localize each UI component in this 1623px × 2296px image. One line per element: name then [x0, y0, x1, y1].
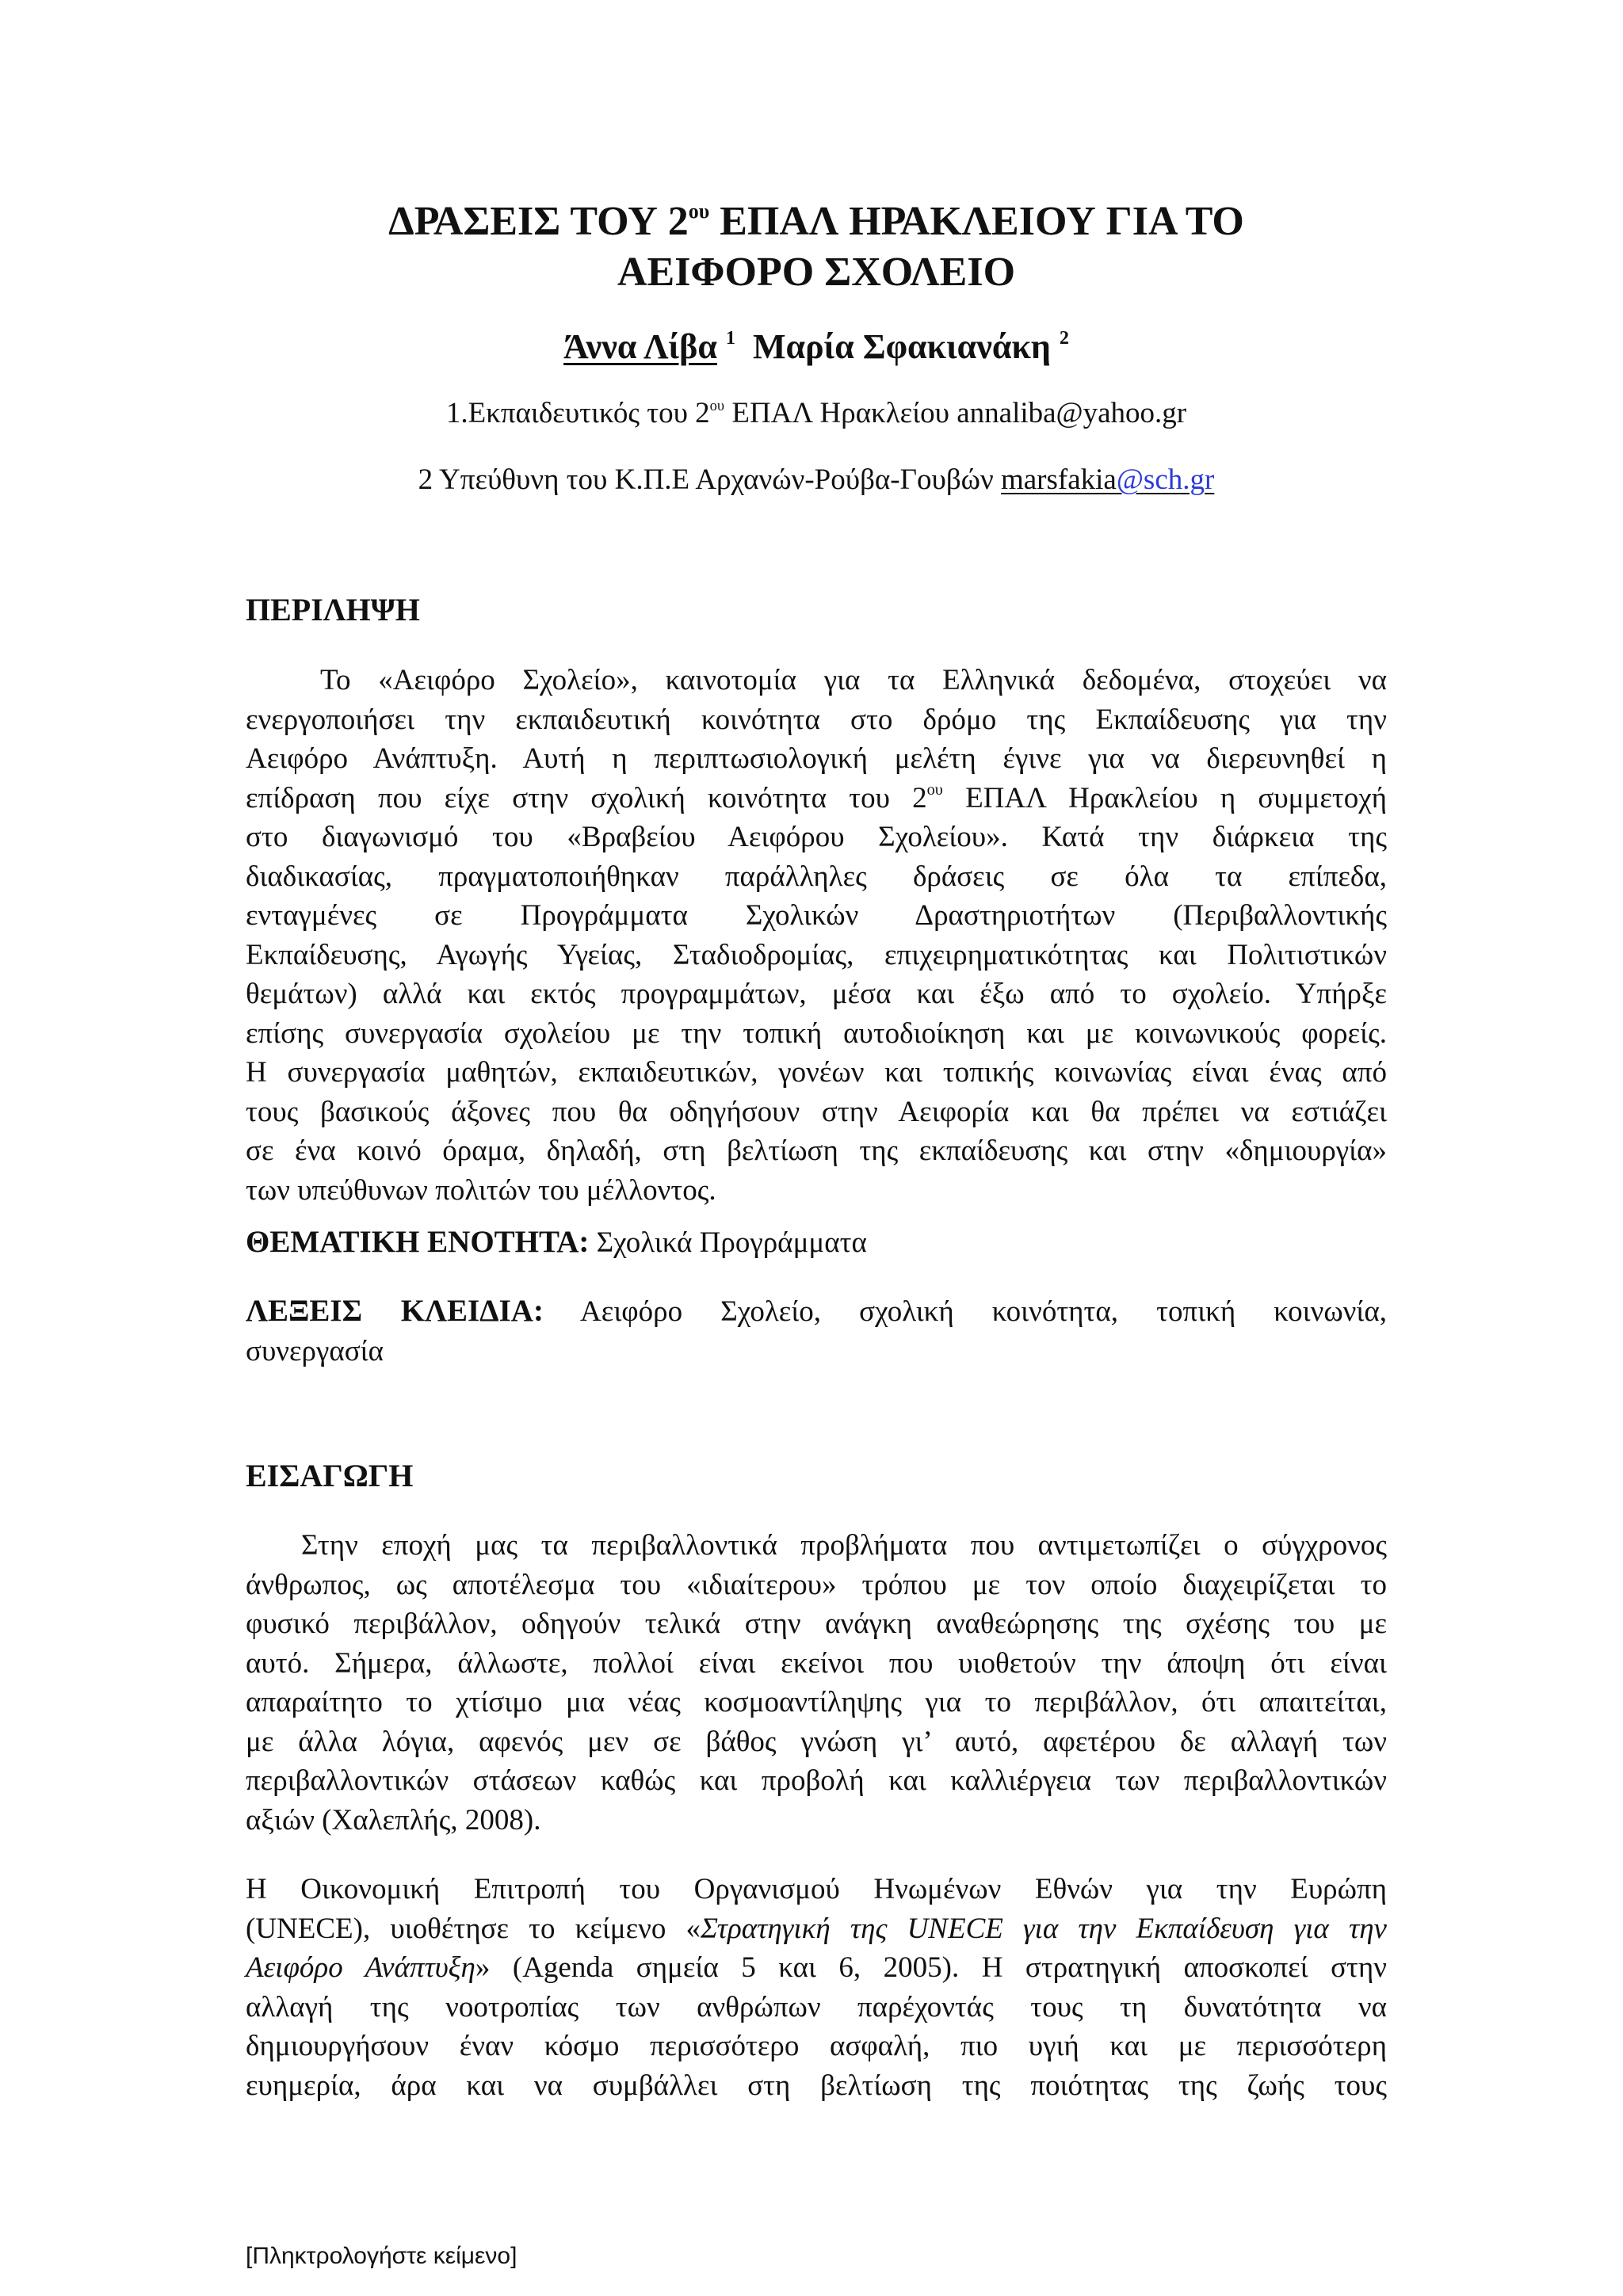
intro-line: δημιουργήσουν έναν κόσμο περισσότερο ασφαλή, πιο υγιή και με περισσότερη	[246, 2030, 1387, 2062]
author-2: Μαρία Σφακιανάκη	[753, 327, 1051, 366]
abstract-line: ενεργοποιήσει την εκπαιδευτική κοινότητα στο δρόμο της Εκπαίδευσης για την	[246, 703, 1387, 736]
abstract-line: επίσης συνεργασία σχολείου με την τοπική αυτοδιοίκηση και με κοινωνικούς φορείς.	[246, 1016, 1387, 1050]
intro-line: αυτό. Σήμερα, άλλωστε, πολλοί είναι εκείνοι που υιοθετούν την άποψη ότι είναι	[246, 1646, 1387, 1680]
intro-line: άνθρωπος, ως αποτέλεσμα του «ιδιαίτερου» τρόπου με τον οποίο διαχειρίζεται το	[246, 1568, 1387, 1601]
keywords	[246, 1291, 1387, 1371]
keywords-line: ΛΕΞΕΙΣ ΚΛΕΙΔΙΑ: Αειφόρο Σχολείο, σχολική κοινότητα, τοπική κοινωνία,	[246, 1294, 1387, 1328]
intro-line: ευημερία, άρα και να συμβάλλει στη βελτίωση της ποιότητας της ζωής τους	[246, 2069, 1387, 2102]
abstract-line: θεμάτων) αλλά και εκτός προγραμμάτων, μέσα και έξω από το σχολείο. Υπήρξε	[246, 978, 1387, 1010]
title-line-1: ΔΡΑΣΕΙΣ ΤΟΥ $2^{o\upsilon}$ ΕΠΑΛ ΗΡΑΚΛΕΙΟΥ ΓΙΑ ΤΟ	[388, 199, 1244, 244]
title-line-2: ΑΕΙΦΟΡΟ ΣΧΟΛΕΙΟ	[617, 250, 1016, 295]
thematic-value: Σχολικά Προγράμματα	[589, 1226, 867, 1259]
affiliation-1: 1.Εκπαιδευτικός του $2^{o\upsilon}$ ΕΠΑΛ Ηρακλείου annaliba@yahoo.gr	[445, 397, 1187, 429]
keywords-line: συνεργασία	[246, 1334, 384, 1367]
keywords-label: ΛΕΞΕΙΣ ΚΛΕΙΔΙΑ:	[246, 1294, 544, 1328]
intro-line: απαραίτητο το χτίσιμο μια νέας κοσμοαντίληψης για το περιβάλλον, ότι απαιτείται,	[246, 1686, 1387, 1718]
title-superscript: ου	[688, 200, 710, 223]
intro-line: φυσικό περιβάλλον, οδηγούν τελικά στην ανάγκη αναθεώρησης της σχέσης του με	[246, 1608, 1387, 1640]
author-1-affiliation-mark: 1	[725, 326, 735, 349]
paper-title	[246, 196, 1387, 298]
intro-line: αξιών (Χαλεπλής, 2008).	[246, 1803, 541, 1836]
intro-line: αλλαγή της νοοτροπίας των ανθρώπων παρέχοντάς τους τη δυνατότητα να	[246, 1990, 1387, 2023]
abstract-line: διαδικασίας, πραγματοποιήθηκαν παράλληλες δράσεις σε όλα τα επίπεδα,	[246, 860, 1387, 893]
abstract-line: τους βασικούς άξονες που θα οδηγήσουν στην Αειφορία και θα πρέπει να εστιάζει	[246, 1095, 1387, 1128]
thematic-unit	[246, 1222, 1387, 1263]
abstract-line: σε ένα κοινό όραμα, δηλαδή, στη βελτίωση της εκπαίδευσης και στην «δημιουργία»	[246, 1135, 1387, 1167]
abstract-line: ενταγμένες σε Προγράμματα Σχολικών Δραστηριοτήτων (Περιβαλλοντικής	[246, 899, 1387, 932]
affiliation-2: 2 Υπεύθυνη του Κ.Π.Ε Αρχανών-Ρούβα-Γουβών marsfakia@sch.gr	[418, 463, 1215, 496]
intro-line: (UNECE), υιοθέτησε το κείμενο «Στρατηγική της UNECE για την Εκπαίδευση για την	[246, 1912, 1387, 1945]
abstract-line: στο διαγωνισμό του «Βραβείου Αειφόρου Σχολείου». Κατά την διάρκεια της	[246, 821, 1387, 853]
abstract-line: Το «Αειφόρο Σχολείο», καινοτομία για τα Ελληνικά δεδομένα, στοχεύει να	[320, 664, 1387, 696]
author-list	[246, 325, 1387, 369]
abstract-line: Αειφόρο Ανάπτυξη. Αυτή η περιπτωσιολογική μελέτη έγινε για να διερευνηθεί η	[246, 742, 1387, 775]
intro-line: Στην εποχή μας τα περιβαλλοντικά προβλήματα που αντιμετωπίζει ο σύγχρονος	[301, 1529, 1387, 1562]
author-2-affiliation-mark: 2	[1059, 326, 1069, 349]
thematic-label: ΘΕΜΑΤΙΚΗ ΕΝΟΤΗΤΑ:	[246, 1225, 590, 1259]
email-link[interactable]: marsfakia@sch.gr	[1000, 463, 1215, 496]
abstract-paragraph	[246, 661, 1387, 1210]
abstract-line: Εκπαίδευσης, Αγωγής Υγείας, Σταδιοδρομίας, επιχειρηματικότητας και Πολιτιστικών	[246, 938, 1387, 971]
abstract-line: Η συνεργασία μαθητών, εκπαιδευτικών, γονέων και τοπικής κοινωνίας είναι ένας από	[246, 1056, 1387, 1089]
intro-line: Αειφόρο Ανάπτυξη» (Agenda σημεία 5 και 6, 2005). Η στρατηγική αποσκοπεί στην	[246, 1951, 1388, 1984]
introduction-paragraph-1	[246, 1526, 1387, 1840]
intro-line: περιβαλλοντικών στάσεων καθώς και προβολή και καλλιέργεια των περιβαλλοντικών	[246, 1764, 1387, 1797]
introduction-paragraph-2	[246, 1870, 1387, 2105]
abstract-heading: ΠΕΡΙΛΗΨΗ	[246, 592, 420, 627]
abstract-line: των υπεύθυνων πολιτών του μέλλοντος.	[246, 1173, 716, 1207]
intro-line: με άλλα λόγια, αφενός μεν σε βάθος γνώση γι’ αυτό, αφετέρου δε αλλαγή των	[246, 1725, 1387, 1758]
introduction-heading: ΕΙΣΑΓΩΓΗ	[246, 1458, 414, 1493]
abstract-line: επίδραση που είχε στην σχολική κοινότητα του $2^{o\upsilon}$ ΕΠΑΛ Ηρακλείου η συμμετοχή	[246, 781, 1387, 814]
author-1: Άννα Λίβα	[563, 327, 717, 366]
footer-placeholder-text[interactable]: [Πληκτρολογήστε κείμενο]	[246, 2243, 517, 2269]
intro-line: Η Οικονομική Επιτροπή του Οργανισμού Ηνωμένων Εθνών για την Ευρώπη	[246, 1873, 1387, 1905]
